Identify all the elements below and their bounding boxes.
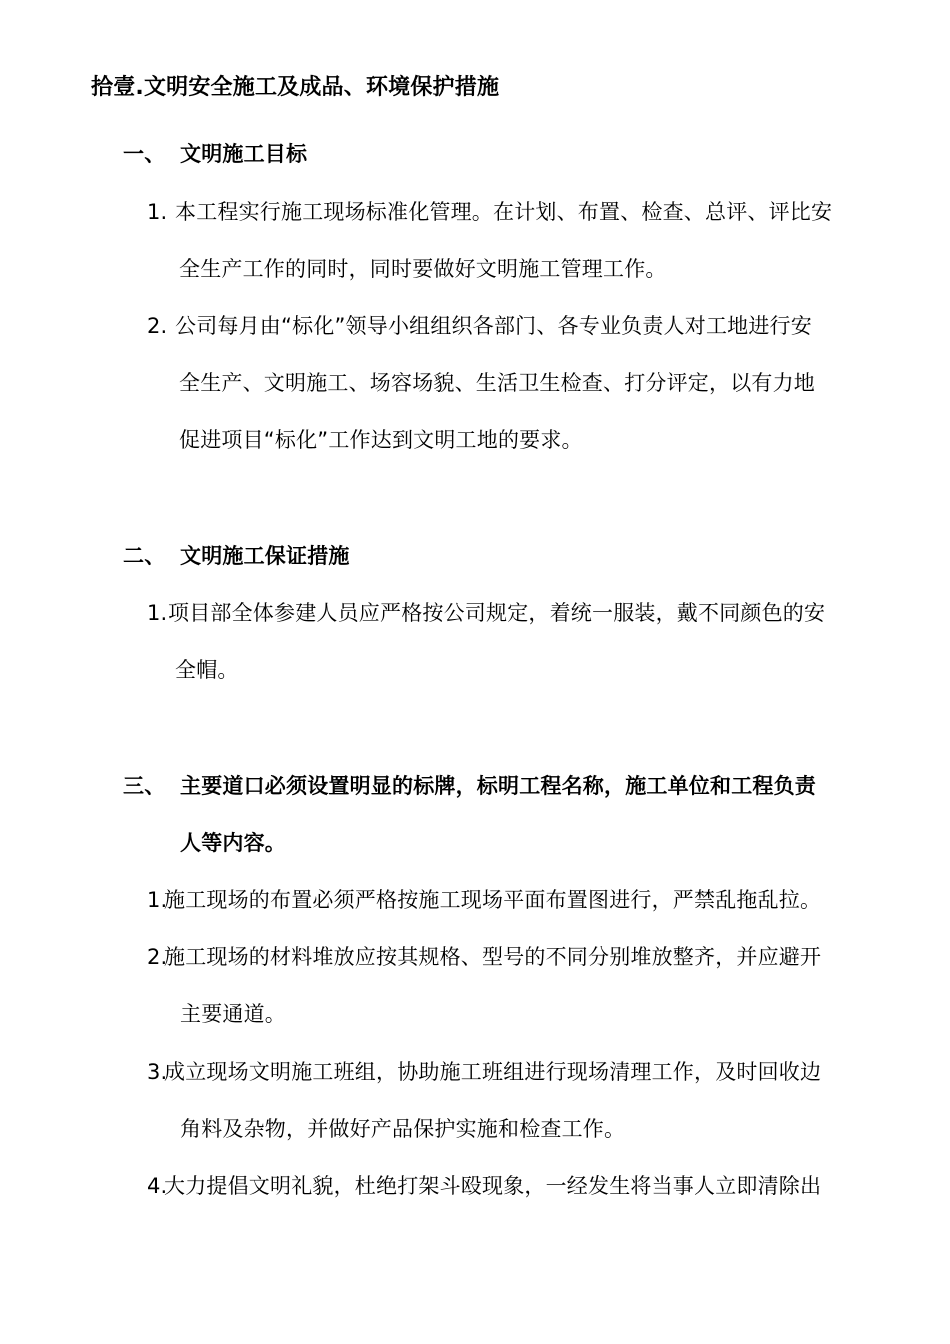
section-2-title: 文明施工保证措施	[180, 544, 350, 568]
section-1-item-1-text: 本工程实行施工现场标准化管理。在计划、布置、检查、总评、评比安	[175, 200, 833, 224]
section-3-item-1-number: 1.	[147, 888, 168, 912]
section-2-heading	[123, 541, 350, 571]
section-1-number: 一、	[123, 142, 166, 166]
section-3-title-line-1: 主要道口必须设置明显的标牌，标明工程名称，施工单位和工程负责	[180, 774, 816, 798]
section-2-number: 二、	[123, 544, 166, 568]
section-1-title: 文明施工目标	[180, 142, 308, 166]
document-title: 拾壹.文明安全施工及成品、环境保护措施	[91, 75, 500, 100]
section-3-item-4-text: 大力提倡文明礼貌，杜绝打架斗殴现象，一经发生将当事人立即清除出	[164, 1174, 822, 1198]
section-3-item-4-line-1	[147, 1171, 821, 1201]
section-1-item-2-line-1	[147, 311, 812, 341]
section-1-item-1-line-1	[147, 197, 832, 227]
section-3-item-3-number: 3.	[147, 1060, 168, 1084]
section-2-item-1-line-1	[147, 598, 825, 628]
section-1-item-2-line-3: 促进项目“标化”工作达到文明工地的要求。	[179, 428, 583, 452]
section-1-heading	[123, 139, 307, 169]
section-1-item-1-number: 1.	[147, 200, 168, 224]
section-3-item-2-text: 施工现场的材料堆放应按其规格、型号的不同分别堆放整齐，并应避开	[164, 945, 822, 969]
section-3-item-3-text: 成立现场文明施工班组，协助施工班组进行现场清理工作，及时回收边	[164, 1060, 822, 1084]
section-3-title-line-2: 人等内容。	[180, 831, 286, 855]
section-3-heading	[123, 771, 816, 801]
section-3-item-2-line-2: 主要通道。	[180, 1002, 286, 1026]
section-2-item-1-number: 1.	[147, 601, 168, 625]
section-1-item-2-text: 公司每月由“标化”领导小组组织各部门、各专业负责人对工地进行安	[175, 314, 812, 338]
section-3-item-2-line-1	[147, 942, 821, 972]
section-3-item-4-number: 4.	[147, 1174, 168, 1198]
section-1-item-1-line-2: 全生产工作的同时，同时要做好文明施工管理工作。	[179, 257, 667, 281]
section-1-item-2-line-2: 全生产、文明施工、场容场貌、生活卫生检查、打分评定，以有力地	[179, 371, 815, 395]
section-3-item-1-text: 施工现场的布置必须严格按施工现场平面布置图进行，严禁乱拖乱拉。	[164, 888, 822, 912]
section-1-item-2-number: 2.	[147, 314, 168, 338]
section-2-item-1-line-2: 全帽。	[175, 658, 239, 682]
section-2-item-1-text: 项目部全体参建人员应严格按公司规定，着统一服装，戴不同颜色的安	[168, 601, 826, 625]
section-3-number: 三、	[123, 774, 166, 798]
section-3-item-2-number: 2.	[147, 945, 168, 969]
section-3-item-3-line-1	[147, 1057, 821, 1087]
section-3-item-3-line-2: 角料及杂物，并做好产品保护实施和检查工作。	[180, 1117, 626, 1141]
section-3-item-1-line-1	[147, 885, 821, 915]
